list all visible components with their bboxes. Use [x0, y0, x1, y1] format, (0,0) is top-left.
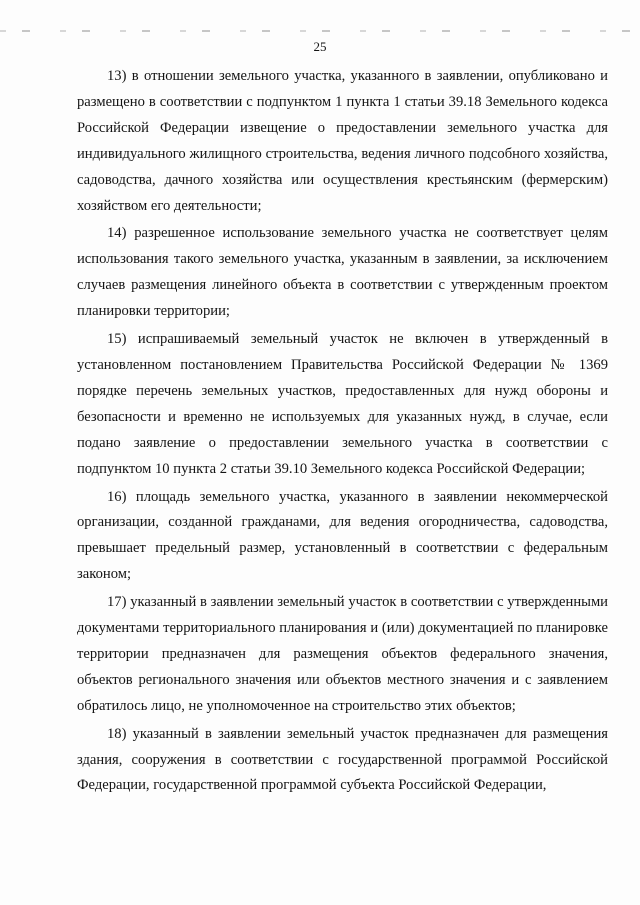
scan-edge-artifact	[0, 30, 640, 32]
paragraph-item-14: 14) разрешенное использование земельного участка не соответствует целям использования такого земельного участка, указанным в заявлении, за исключением случаев размещения линейного объекта в соответствии с утвержденным проектом планировки территории;	[77, 225, 608, 320]
paragraph-item-15: 15) испрашиваемый земельный участок не включен в утвержденный в установленном постановлением Правительства Российской Федерации № 1369 порядке перечень земельных участков, предоставленных для нужд обороны и безопасности и временно не используемых для указанных нужд, в случае, если подано заявление о предоставлении земельного участка в соответствии с подпунктом 10 пункта 2 статьи 39.10 Земельного кодекса Российской Федерации;	[77, 331, 608, 477]
paragraph-item-16: 16) площадь земельного участка, указанного в заявлении некоммерческой организации, созданной гражданами, для ведения огородничества, садоводства, превышает предельный размер, установленный в соответствии с федеральным законом;	[77, 488, 608, 583]
paragraph-item-17: 17) указанный в заявлении земельный участок в соответствии с утвержденными документами территориального планирования и (или) документацией по планировке территории предназначен для размещения объектов федерального значения, объектов регионального значения или объектов местного значения и с заявлением обратилось лицо, не уполномоченное на строительство этих объектов;	[77, 594, 608, 714]
paragraph-item-13: 13) в отношении земельного участка, указанного в заявлении, опубликовано и размещено в соответствии с подпунктом 1 пункта 1 статьи 39.18 Земельного кодекса Российской Федерации извещение о предоставлении земельного участка для индивидуального жилищного строительства, ведения личного подсобного хозяйства, садоводства, дачного хозяйства или осуществления крестьянским (фермерским) хозяйством его деятельности;	[77, 68, 608, 214]
paragraph-item-18: 18) указанный в заявлении земельный участок предназначен для размещения здания, сооружения в соответствии с государственной программой Российской Федерации, государственной программой субъекта Российской Федерации,	[77, 725, 608, 794]
document-body	[77, 64, 608, 801]
page-number: 25	[313, 39, 327, 54]
